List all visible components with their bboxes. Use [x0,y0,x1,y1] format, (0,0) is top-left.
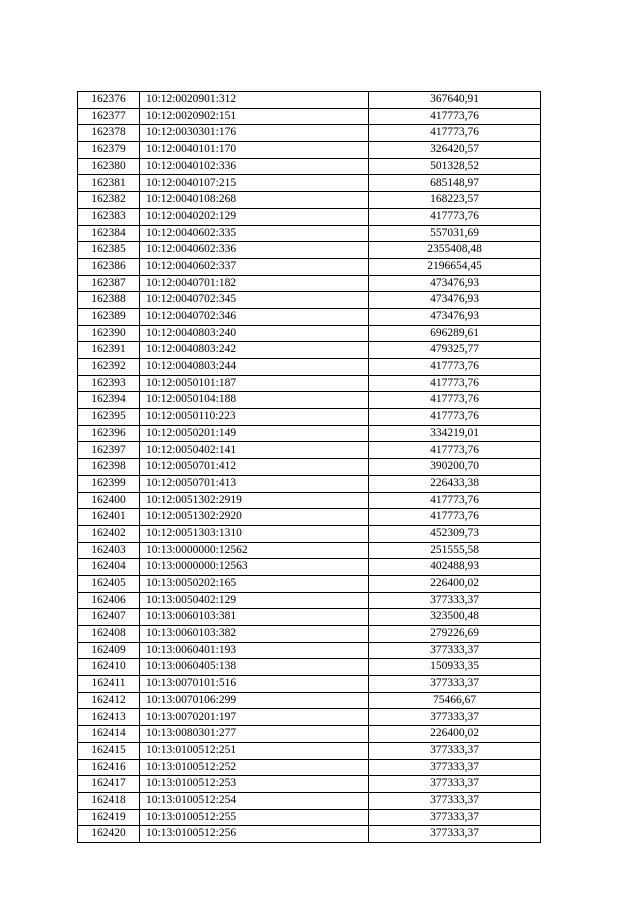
cadastral-number-cell: 10:12:0040602:337 [140,258,369,275]
row-number-cell: 162377 [78,108,140,125]
row-number-cell: 162418 [78,792,140,809]
row-number-cell: 162405 [78,575,140,592]
cadastral-number-cell: 10:12:0040602:335 [140,225,369,242]
value-cell: 417773,76 [369,125,541,142]
cadastral-number-cell: 10:12:0040108:268 [140,192,369,209]
table-row [78,575,541,592]
table-row [78,308,541,325]
value-cell: 226400,02 [369,726,541,743]
cadastral-number-cell: 10:13:0100512:251 [140,742,369,759]
cadastral-number-cell: 10:12:0040602:336 [140,242,369,259]
row-number-cell: 162378 [78,125,140,142]
table-row [78,475,541,492]
cadastral-number-cell: 10:12:0040702:346 [140,308,369,325]
row-number-cell: 162411 [78,676,140,693]
table-row [78,242,541,259]
table-row [78,659,541,676]
value-cell: 417773,76 [369,375,541,392]
value-cell: 417773,76 [369,409,541,426]
row-number-cell: 162404 [78,559,140,576]
table-row [78,759,541,776]
value-cell: 377333,37 [369,826,541,843]
cadastral-number-cell: 10:12:0030301:176 [140,125,369,142]
value-cell: 417773,76 [369,108,541,125]
cadastral-number-cell: 10:13:0100512:255 [140,809,369,826]
value-cell: 417773,76 [369,392,541,409]
table-row [78,626,541,643]
cadastral-number-cell: 10:13:0050402:129 [140,592,369,609]
cadastral-number-cell: 10:13:0100512:253 [140,776,369,793]
table-row [78,492,541,509]
value-cell: 402488,93 [369,559,541,576]
cadastral-number-cell: 10:13:0060401:193 [140,642,369,659]
table-row [78,642,541,659]
value-cell: 377333,37 [369,809,541,826]
cadastral-value-table [77,91,541,843]
cadastral-number-cell: 10:13:0070106:299 [140,692,369,709]
table-row [78,342,541,359]
cadastral-number-cell: 10:13:0000000:12562 [140,542,369,559]
value-cell: 334219,01 [369,425,541,442]
row-number-cell: 162413 [78,709,140,726]
row-number-cell: 162419 [78,809,140,826]
cadastral-number-cell: 10:13:0080301:277 [140,726,369,743]
value-cell: 696289,61 [369,325,541,342]
value-cell: 251555,58 [369,542,541,559]
row-number-cell: 162420 [78,826,140,843]
row-number-cell: 162382 [78,192,140,209]
value-cell: 226433,38 [369,475,541,492]
cadastral-number-cell: 10:12:0040803:240 [140,325,369,342]
value-cell: 377333,37 [369,742,541,759]
value-cell: 479325,77 [369,342,541,359]
value-cell: 501328,52 [369,158,541,175]
row-number-cell: 162398 [78,459,140,476]
row-number-cell: 162379 [78,142,140,159]
table-row [78,425,541,442]
row-number-cell: 162393 [78,375,140,392]
table-row [78,742,541,759]
row-number-cell: 162395 [78,409,140,426]
table-row [78,826,541,843]
row-number-cell: 162388 [78,292,140,309]
table-row [78,359,541,376]
value-cell: 417773,76 [369,359,541,376]
cadastral-number-cell: 10:12:0040102:336 [140,158,369,175]
table-row [78,409,541,426]
cadastral-number-cell: 10:12:0040701:182 [140,275,369,292]
row-number-cell: 162399 [78,475,140,492]
cadastral-number-cell: 10:12:0020901:312 [140,92,369,109]
value-cell: 377333,37 [369,676,541,693]
cadastral-number-cell: 10:13:0100512:252 [140,759,369,776]
table-row [78,92,541,109]
row-number-cell: 162403 [78,542,140,559]
table-row [78,809,541,826]
row-number-cell: 162376 [78,92,140,109]
row-number-cell: 162383 [78,208,140,225]
value-cell: 452309,73 [369,525,541,542]
table-row [78,192,541,209]
table-row [78,692,541,709]
cadastral-number-cell: 10:12:0050402:141 [140,442,369,459]
cadastral-number-cell: 10:13:0100512:256 [140,826,369,843]
table-row [78,142,541,159]
cadastral-number-cell: 10:12:0040702:345 [140,292,369,309]
row-number-cell: 162389 [78,308,140,325]
row-number-cell: 162417 [78,776,140,793]
cadastral-number-cell: 10:13:0060103:381 [140,609,369,626]
cadastral-number-cell: 10:12:0050201:149 [140,425,369,442]
value-cell: 390200,70 [369,459,541,476]
table-row [78,392,541,409]
cadastral-number-cell: 10:12:0020902:151 [140,108,369,125]
cadastral-number-cell: 10:12:0040202:129 [140,208,369,225]
value-cell: 377333,37 [369,776,541,793]
value-cell: 473476,93 [369,308,541,325]
table-row [78,442,541,459]
table-row [78,459,541,476]
table-row [78,709,541,726]
table-row [78,776,541,793]
value-cell: 473476,93 [369,275,541,292]
value-cell: 226400,02 [369,575,541,592]
value-cell: 417773,76 [369,509,541,526]
row-number-cell: 162408 [78,626,140,643]
table-row [78,792,541,809]
table-row [78,542,541,559]
table-row [78,726,541,743]
cadastral-number-cell: 10:13:0050202:165 [140,575,369,592]
cadastral-number-cell: 10:13:0070201:197 [140,709,369,726]
table-row [78,609,541,626]
value-cell: 2196654,45 [369,258,541,275]
value-cell: 367640,91 [369,92,541,109]
row-number-cell: 162390 [78,325,140,342]
value-cell: 377333,37 [369,792,541,809]
cadastral-number-cell: 10:12:0040107:215 [140,175,369,192]
cadastral-number-cell: 10:12:0040803:244 [140,359,369,376]
table-body [78,92,541,843]
row-number-cell: 162391 [78,342,140,359]
value-cell: 377333,37 [369,642,541,659]
cadastral-number-cell: 10:12:0051303:1310 [140,525,369,542]
row-number-cell: 162416 [78,759,140,776]
cadastral-number-cell: 10:12:0050104:188 [140,392,369,409]
cadastral-number-cell: 10:12:0050101:187 [140,375,369,392]
value-cell: 150933,35 [369,659,541,676]
cadastral-number-cell: 10:13:0060103:382 [140,626,369,643]
value-cell: 326420,57 [369,142,541,159]
row-number-cell: 162387 [78,275,140,292]
cadastral-number-cell: 10:13:0060405:138 [140,659,369,676]
table-row [78,225,541,242]
row-number-cell: 162380 [78,158,140,175]
table-row [78,175,541,192]
table-row [78,676,541,693]
row-number-cell: 162402 [78,525,140,542]
row-number-cell: 162392 [78,359,140,376]
table-row [78,509,541,526]
value-cell: 473476,93 [369,292,541,309]
row-number-cell: 162397 [78,442,140,459]
table-row [78,108,541,125]
table-row [78,375,541,392]
table-row [78,208,541,225]
row-number-cell: 162384 [78,225,140,242]
value-cell: 417773,76 [369,492,541,509]
cadastral-number-cell: 10:12:0051302:2919 [140,492,369,509]
value-cell: 557031,69 [369,225,541,242]
table-row [78,158,541,175]
value-cell: 2355408,48 [369,242,541,259]
row-number-cell: 162406 [78,592,140,609]
row-number-cell: 162409 [78,642,140,659]
cadastral-number-cell: 10:12:0040803:242 [140,342,369,359]
value-cell: 377333,37 [369,709,541,726]
row-number-cell: 162381 [78,175,140,192]
value-cell: 417773,76 [369,208,541,225]
cadastral-number-cell: 10:12:0050110:223 [140,409,369,426]
table-row [78,325,541,342]
table-row [78,258,541,275]
row-number-cell: 162410 [78,659,140,676]
row-number-cell: 162394 [78,392,140,409]
cadastral-number-cell: 10:12:0040101:170 [140,142,369,159]
cadastral-number-cell: 10:12:0051302:2920 [140,509,369,526]
table-row [78,125,541,142]
table-row [78,275,541,292]
row-number-cell: 162414 [78,726,140,743]
row-number-cell: 162401 [78,509,140,526]
cadastral-number-cell: 10:12:0050701:412 [140,459,369,476]
row-number-cell: 162415 [78,742,140,759]
row-number-cell: 162412 [78,692,140,709]
value-cell: 323500,48 [369,609,541,626]
value-cell: 279226,69 [369,626,541,643]
value-cell: 685148,97 [369,175,541,192]
value-cell: 377333,37 [369,592,541,609]
cadastral-number-cell: 10:13:0000000:12563 [140,559,369,576]
cadastral-number-cell: 10:13:0100512:254 [140,792,369,809]
table-row [78,525,541,542]
cadastral-number-cell: 10:13:0070101:516 [140,676,369,693]
value-cell: 377333,37 [369,759,541,776]
value-cell: 75466,67 [369,692,541,709]
table-row [78,292,541,309]
table-row [78,559,541,576]
value-cell: 417773,76 [369,442,541,459]
value-cell: 168223,57 [369,192,541,209]
row-number-cell: 162396 [78,425,140,442]
row-number-cell: 162386 [78,258,140,275]
row-number-cell: 162400 [78,492,140,509]
table-row [78,592,541,609]
row-number-cell: 162407 [78,609,140,626]
row-number-cell: 162385 [78,242,140,259]
cadastral-number-cell: 10:12:0050701:413 [140,475,369,492]
